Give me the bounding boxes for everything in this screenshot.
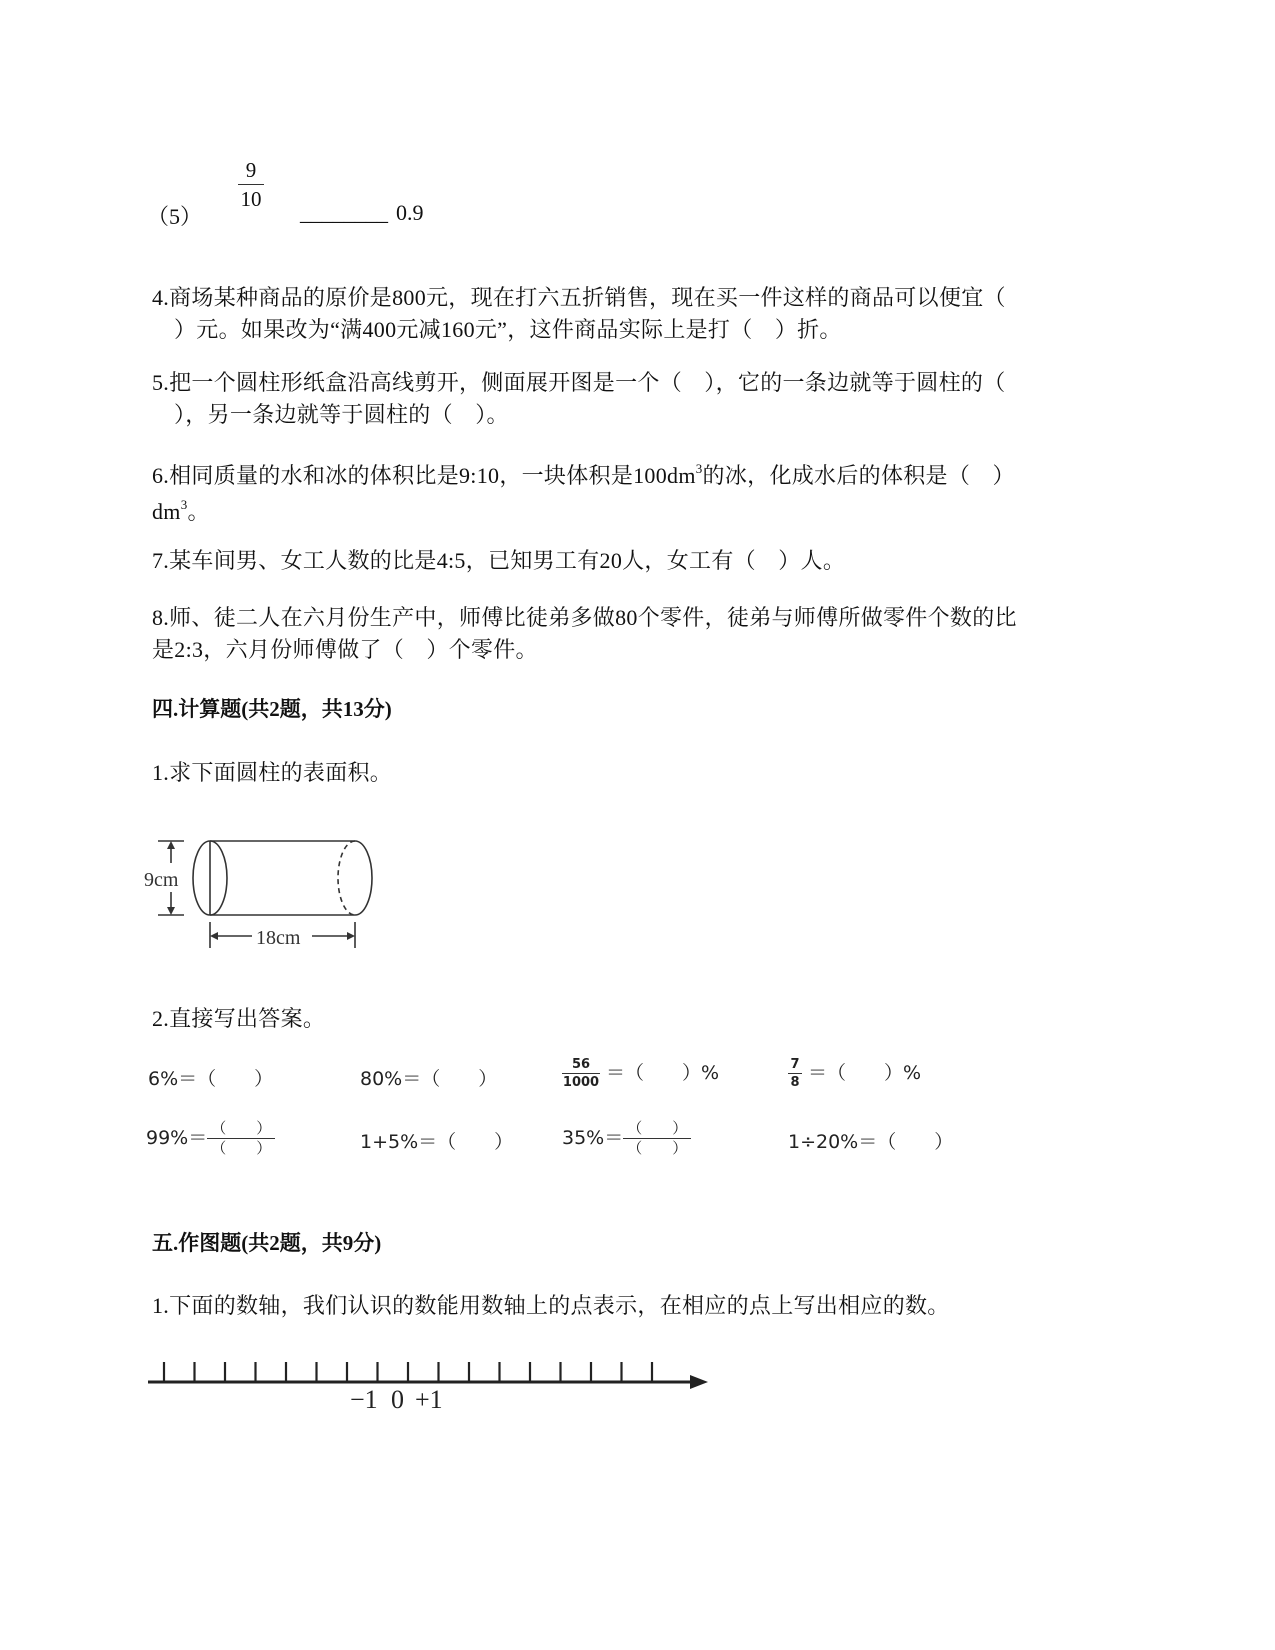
label-minus-one: −1 <box>350 1385 378 1414</box>
question-6-line1 <box>152 458 1124 494</box>
question-6-text: 6.相同质量的水和冰的体积比是9:10，一块体积是100dm <box>152 463 696 488</box>
calc-item-f: 1+5%＝（ ） <box>360 1131 514 1153</box>
calc-item-b: 80%＝（ ） <box>360 1068 498 1090</box>
numerator: 56 <box>571 1057 591 1072</box>
fraction-nine-tenths <box>238 158 264 211</box>
answer-blank: ________ <box>300 200 388 225</box>
denominator-blank: （ ） <box>627 1139 688 1157</box>
question-6-text-tail: 的冰，化成水后的体积是（ ） <box>702 463 1015 488</box>
cylinder-diagram <box>140 830 390 960</box>
calc-item-h: 1÷20%＝（ ） <box>788 1131 954 1153</box>
section-5-title: 五.作图题(共2题，共9分) <box>152 1231 382 1255</box>
denominator: 8 <box>790 1075 800 1090</box>
question-label: （5） <box>147 204 203 229</box>
calc-item-d-rest: ＝（ ）% <box>808 1062 922 1084</box>
fraction-56-1000 <box>562 1057 600 1090</box>
calc-item-e-lhs: 99%＝ <box>146 1127 208 1149</box>
calc-item-e <box>146 1120 275 1157</box>
fraction-bar <box>238 184 264 185</box>
calc-item-g <box>562 1120 691 1157</box>
calc-item-a: 6%＝（ ） <box>148 1068 274 1090</box>
fraction-denominator: 10 <box>240 187 262 211</box>
blank-fraction <box>623 1120 691 1157</box>
calc-item-d <box>788 1057 921 1090</box>
label-zero: 0 <box>391 1385 404 1414</box>
question-4 <box>152 282 1124 346</box>
numerator: 7 <box>790 1057 800 1072</box>
fraction-bar <box>562 1073 600 1074</box>
height-label: 9cm <box>144 869 179 891</box>
draw-question-1: 1.下面的数轴，我们认识的数能用数轴上的点表示，在相应的点上写出相应的数。 <box>152 1293 950 1318</box>
question-8-line2: 是2:3，六月份师傅做了（ ）个零件。 <box>152 637 538 662</box>
question-4-line2: ）元。如果改为“满400元减160元”，这件商品实际上是打（ ）折。 <box>174 317 842 342</box>
denominator: 1000 <box>562 1075 600 1090</box>
question-5-line2: ），另一条边就等于圆柱的（ ）。 <box>174 402 509 427</box>
calc-item-c-rest: ＝（ ）% <box>606 1062 720 1084</box>
question-8 <box>152 602 1124 666</box>
calc-item-c <box>562 1057 719 1090</box>
question-6-line2 <box>152 494 1124 530</box>
calc-question-2: 2.直接写出答案。 <box>152 1006 326 1031</box>
question-5-line1: 5.把一个圆柱形纸盒沿高线剪开，侧面展开图是一个（ ），它的一条边就等于圆柱的（ <box>152 370 1006 395</box>
calc-item-g-lhs: 35%＝ <box>562 1127 624 1149</box>
numerator-blank: （ ） <box>627 1119 688 1137</box>
question-7: 7.某车间男、女工人数的比是4:5，已知男工有20人，女工有（ ）人。 <box>152 548 846 573</box>
superscript: 3 <box>695 460 703 476</box>
fraction-bar <box>788 1073 802 1074</box>
length-label: 18cm <box>256 927 301 949</box>
superscript: 3 <box>180 496 188 512</box>
blank-fraction <box>207 1120 275 1157</box>
question-6 <box>152 458 1124 530</box>
number-line <box>140 1352 720 1422</box>
compare-value: 0.9 <box>396 200 424 225</box>
denominator-blank: （ ） <box>211 1139 272 1157</box>
numerator-blank: （ ） <box>211 1119 272 1137</box>
question-8-line1: 8.师、徒二人在六月份生产中，师傅比徒弟多做80个零件，徒弟与师傅所做零件个数的比 <box>152 605 1017 630</box>
section-4-title: 四.计算题(共2题，共13分) <box>152 697 392 721</box>
calc-question-1: 1.求下面圆柱的表面积。 <box>152 760 393 785</box>
label-plus-one: +1 <box>415 1385 443 1414</box>
question-4-line1: 4.商场某种商品的原价是800元，现在打六五折销售，现在买一件这样的商品可以便宜（ <box>152 285 1006 310</box>
punct: 。 <box>187 499 210 524</box>
number-line-arrow <box>690 1375 708 1389</box>
question-5 <box>152 367 1124 431</box>
unit: dm <box>152 499 181 524</box>
fraction-7-8 <box>788 1057 802 1090</box>
fraction-numerator: 9 <box>245 158 257 182</box>
